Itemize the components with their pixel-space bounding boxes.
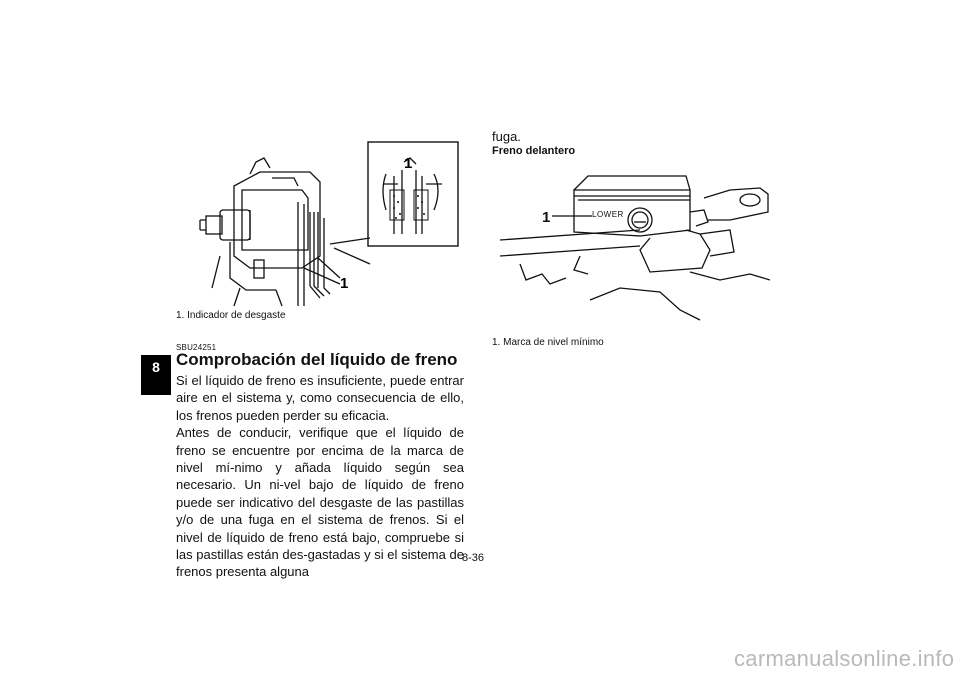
brake-caliper-illustration <box>190 138 462 310</box>
body-text <box>176 372 464 581</box>
section-tab-label: 8 <box>152 359 160 375</box>
callout: 1 <box>542 209 551 226</box>
left-figure-caption: 1. Indicador de desgaste <box>176 310 286 321</box>
section-code: SBU24251 <box>176 343 217 352</box>
continued-text: fuga. <box>492 129 521 144</box>
watermark: carmanualsonline.info <box>734 646 955 671</box>
page-number: 8-36 <box>462 552 485 564</box>
right-figure-caption: 1. Marca de nivel mínimo <box>492 337 604 348</box>
callout-top: 1 <box>404 155 413 172</box>
section-title: Comprobación del líquido de freno <box>176 350 458 369</box>
body-paragraph-2: Antes de conducir, verifique que el líquido de freno se encuentre por encima de la marca de nivel mí-nimo y añada líquido según sea necesario. Un ni-vel bajo de líquido de freno puede ser indicativo del desgaste de las pastillas y/o de una fuga en el sistema de frenos. Si el nivel de líquido de freno está bajo, compruebe si las pastillas están des-gastadas y si el sistema de frenos presenta alguna <box>176 425 464 580</box>
callout-bottom: 1 <box>340 275 349 292</box>
section-tab <box>141 355 171 395</box>
brake-reservoir-illustration <box>490 160 770 330</box>
body-paragraph-1: Si el líquido de freno es insuficiente, puede entrar aire en el sistema y, como consecuencia de ello, los frenos pueden perder su eficacia. <box>176 373 464 423</box>
reservoir-label: LOWER <box>592 210 624 219</box>
subheading: Freno delantero <box>492 145 576 157</box>
